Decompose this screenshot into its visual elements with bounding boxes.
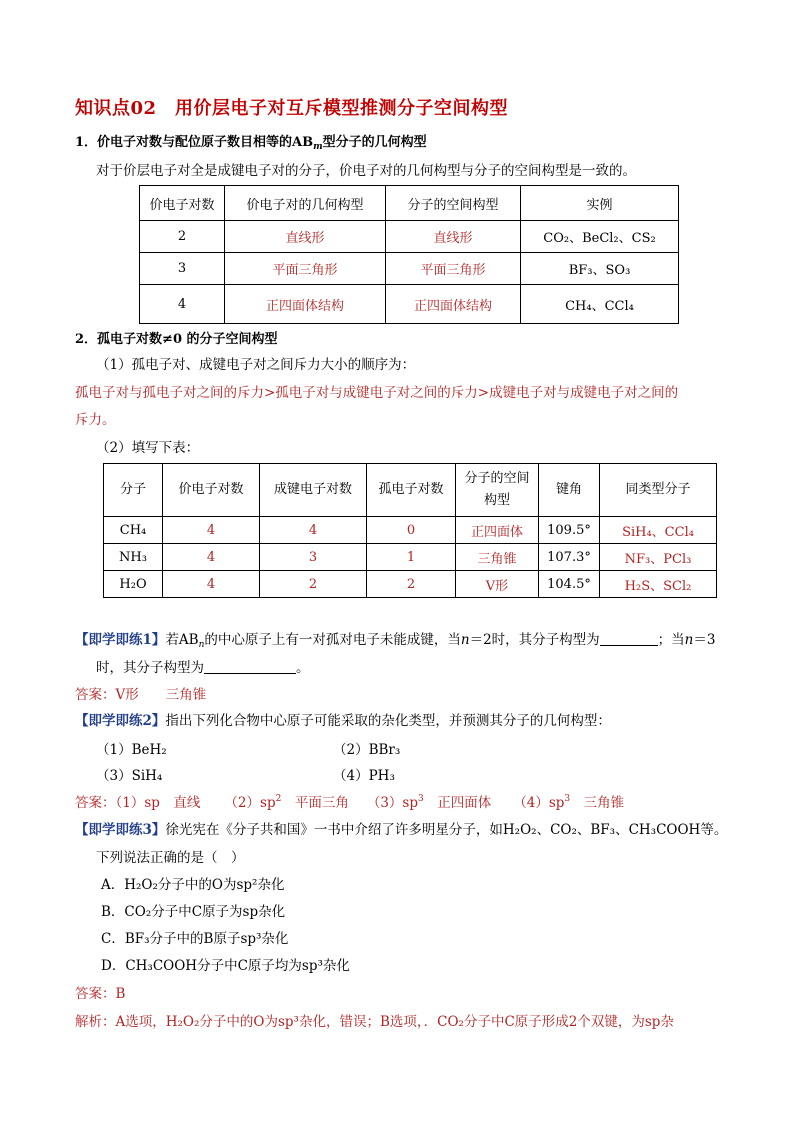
th-bond-angle: 键角 — [539, 464, 600, 517]
exercise2-answer-2: （2）sp — [224, 795, 276, 811]
table-row — [140, 285, 679, 324]
exercise2-tag: 【即学即练2】 — [75, 713, 166, 729]
th-same-type: 同类型分子 — [600, 464, 717, 517]
th-molecule-shape: 分子的空间构型 — [386, 186, 521, 221]
exercise2-answer-1: （1）sp 直线 — [115, 795, 201, 811]
exercise2-item-1: （1）BeH₂ — [96, 742, 167, 758]
cell-pair-count: 4 — [140, 285, 225, 324]
cell-pair-geometry: 直线形 — [225, 221, 386, 253]
cell-shape: 三角锥 — [456, 544, 539, 571]
cell-molecule-shape: 正四面体结构 — [386, 285, 521, 324]
th-examples: 实例 — [521, 186, 679, 221]
cell-same-type: SiH₄、CCl₄ — [600, 517, 717, 544]
section2-heading: 2．孤电子对数≠0 的分子空间构型 — [75, 332, 278, 347]
cell-valence-pairs: 4 — [163, 571, 260, 598]
cell-bond-angle: 107.3° — [539, 544, 600, 571]
exercise1-sub: n — [198, 640, 205, 650]
cell-bond-pairs: 2 — [260, 571, 367, 598]
cell-valence-pairs: 4 — [163, 517, 260, 544]
exercise2-answer-4-shape: 三角锥 — [570, 795, 625, 811]
cell-bond-pairs: 3 — [260, 544, 367, 571]
th-pair-count: 价电子对数 — [140, 186, 225, 221]
exercise2-sup: 3 — [418, 794, 424, 804]
th-pair-geometry: 价电子对的几何构型 — [225, 186, 386, 221]
exercise1-var: n — [460, 632, 470, 648]
table-row — [104, 517, 717, 544]
exercise1-tag: 【即学即练1】 — [75, 632, 166, 648]
exercise1-text-f: 时，其分子构型为 — [96, 660, 204, 676]
cell-bond-angle: 109.5° — [539, 517, 600, 544]
option-d[interactable]: D．CH₃COOH分子中C原子均为sp³杂化 — [101, 958, 350, 974]
section1-heading — [75, 131, 427, 152]
exercise3-question — [75, 818, 727, 838]
table-row — [140, 253, 679, 285]
section1-heading-tail: 型分子的几何构型 — [322, 135, 427, 150]
cell-valence-pairs: 4 — [163, 544, 260, 571]
cell-lone-pairs: 2 — [367, 571, 456, 598]
th-shape: 分子的空间构型 — [456, 464, 539, 517]
page-title: 知识点02 用价层电子对互斥模型推测分子空间构型 — [75, 98, 509, 119]
answer-label: 答案： — [75, 795, 116, 811]
exercise1-text-c: ＝2时，其分子构型为 — [469, 632, 600, 648]
valence-pair-table — [139, 185, 679, 324]
cell-molecule-shape: 直线形 — [386, 221, 521, 253]
cell-pair-count: 2 — [140, 221, 225, 253]
section2-p1: （1）孤电子对、成键电子对之间斥力大小的顺序为： — [96, 357, 416, 373]
exercise1-text-a: 若AB — [165, 632, 199, 648]
cell-examples: CO₂、BeCl₂、CS₂ — [521, 221, 679, 253]
exercise3-answer: 答案：B — [75, 986, 126, 1002]
exercise1-text-b: 的中心原子上有一对孤对电子未能成键，当 — [204, 632, 461, 648]
cell-same-type: NF₃、PCl₃ — [600, 544, 717, 571]
cell-molecule: CH₄ — [104, 517, 163, 544]
section1-heading-text: 1．价电子对数与配位原子数目相等的AB — [75, 135, 314, 150]
exercise2-question — [75, 709, 611, 729]
exercise1-question — [75, 628, 715, 650]
exercise1-answer-text: V形 三角锥 — [115, 687, 207, 703]
exercise1-text-d: ；当 — [657, 632, 685, 648]
exercise1-blank-1[interactable] — [600, 632, 658, 646]
exercise2-item-4: （4）PH₃ — [333, 768, 395, 784]
cell-bond-angle: 104.5° — [539, 571, 600, 598]
exercise1-question-line2 — [96, 656, 310, 676]
repulsion-order-line1: 孤电子对与孤电子对之间的斥力>孤电子对与成键电子对之间的斥力>成键电子对与成键电子对之间的 — [75, 385, 679, 401]
lone-pair-table — [103, 463, 717, 598]
cell-lone-pairs: 1 — [367, 544, 456, 571]
cell-molecule: NH₃ — [104, 544, 163, 571]
option-c[interactable]: C．BF₃分子中的B原子sp³杂化 — [101, 931, 289, 947]
exercise1-text-e: ＝3 — [693, 632, 716, 648]
option-b[interactable]: B．CO₂分子中C原子为sp杂化 — [101, 904, 286, 920]
exercise1-answer — [75, 683, 206, 703]
th-valence-pairs: 价电子对数 — [163, 464, 260, 517]
cell-lone-pairs: 0 — [367, 517, 456, 544]
exercise2-answer — [75, 791, 624, 811]
cell-examples: BF₃、SO₃ — [521, 253, 679, 285]
exercise2-answer-4: （4）sp — [513, 795, 565, 811]
cell-pair-geometry: 正四面体结构 — [225, 285, 386, 324]
table-header-row — [104, 464, 717, 517]
exercise2-answer-3-shape: 正四面体 — [423, 795, 492, 811]
exercise3-question-line2: 下列说法正确的是（ ） — [96, 850, 245, 866]
answer-label: 答案： — [75, 687, 116, 703]
cell-bond-pairs: 4 — [260, 517, 367, 544]
th-bond-pairs: 成键电子对数 — [260, 464, 367, 517]
cell-pair-count: 3 — [140, 253, 225, 285]
th-molecule: 分子 — [104, 464, 163, 517]
exercise1-text-g: 。 — [296, 660, 310, 676]
th-lone-pairs: 孤电子对数 — [367, 464, 456, 517]
table-row — [104, 544, 717, 571]
section1-heading-sub: m — [313, 142, 323, 152]
cell-pair-geometry: 平面三角形 — [225, 253, 386, 285]
exercise3-tag: 【即学即练3】 — [75, 822, 166, 838]
cell-shape: 正四面体 — [456, 517, 539, 544]
section2-p2: （2）填写下表： — [96, 440, 200, 456]
exercise3-analysis: 解析：A选项，H₂O₂分子中的O为sp³杂化，错误；B选项，．CO₂分子中C原子形成2个双键，为sp杂 — [75, 1014, 674, 1030]
exercise1-blank-2[interactable] — [204, 660, 296, 674]
exercise1-var: n — [684, 632, 694, 648]
exercise3-text: 徐光宪在《分子共和国》一书中介绍了许多明星分子，如H₂O₂、CO₂、BF₃、CH₃COOH等。 — [165, 822, 728, 838]
table-row — [104, 571, 717, 598]
exercise2-item-2: （2）BBr₃ — [333, 742, 401, 758]
exercise2-text: 指出下列化合物中心原子可能采取的杂化类型，并预测其分子的几何构型： — [165, 713, 611, 729]
table-header-row — [140, 186, 679, 221]
cell-molecule-shape: 平面三角形 — [386, 253, 521, 285]
table-row — [140, 221, 679, 253]
section1-text: 对于价层电子对全是成键电子对的分子，价电子对的几何构型与分子的空间构型是一致的。 — [96, 163, 636, 179]
option-a[interactable]: A．H₂O₂分子中的O为sp²杂化 — [101, 877, 285, 893]
exercise2-sup: 3 — [564, 794, 571, 804]
exercise2-answer-3: （3）sp — [366, 795, 418, 811]
exercise2-item-3: （3）SiH₄ — [96, 768, 163, 784]
cell-same-type: H₂S、SCl₂ — [600, 571, 717, 598]
cell-shape: V形 — [456, 571, 539, 598]
exercise2-sup: 2 — [275, 794, 282, 804]
cell-molecule: H₂O — [104, 571, 163, 598]
repulsion-order-line2: 斥力。 — [75, 412, 116, 428]
cell-examples: CH₄、CCl₄ — [521, 285, 679, 324]
exercise2-answer-2-shape: 平面三角 — [281, 795, 349, 811]
